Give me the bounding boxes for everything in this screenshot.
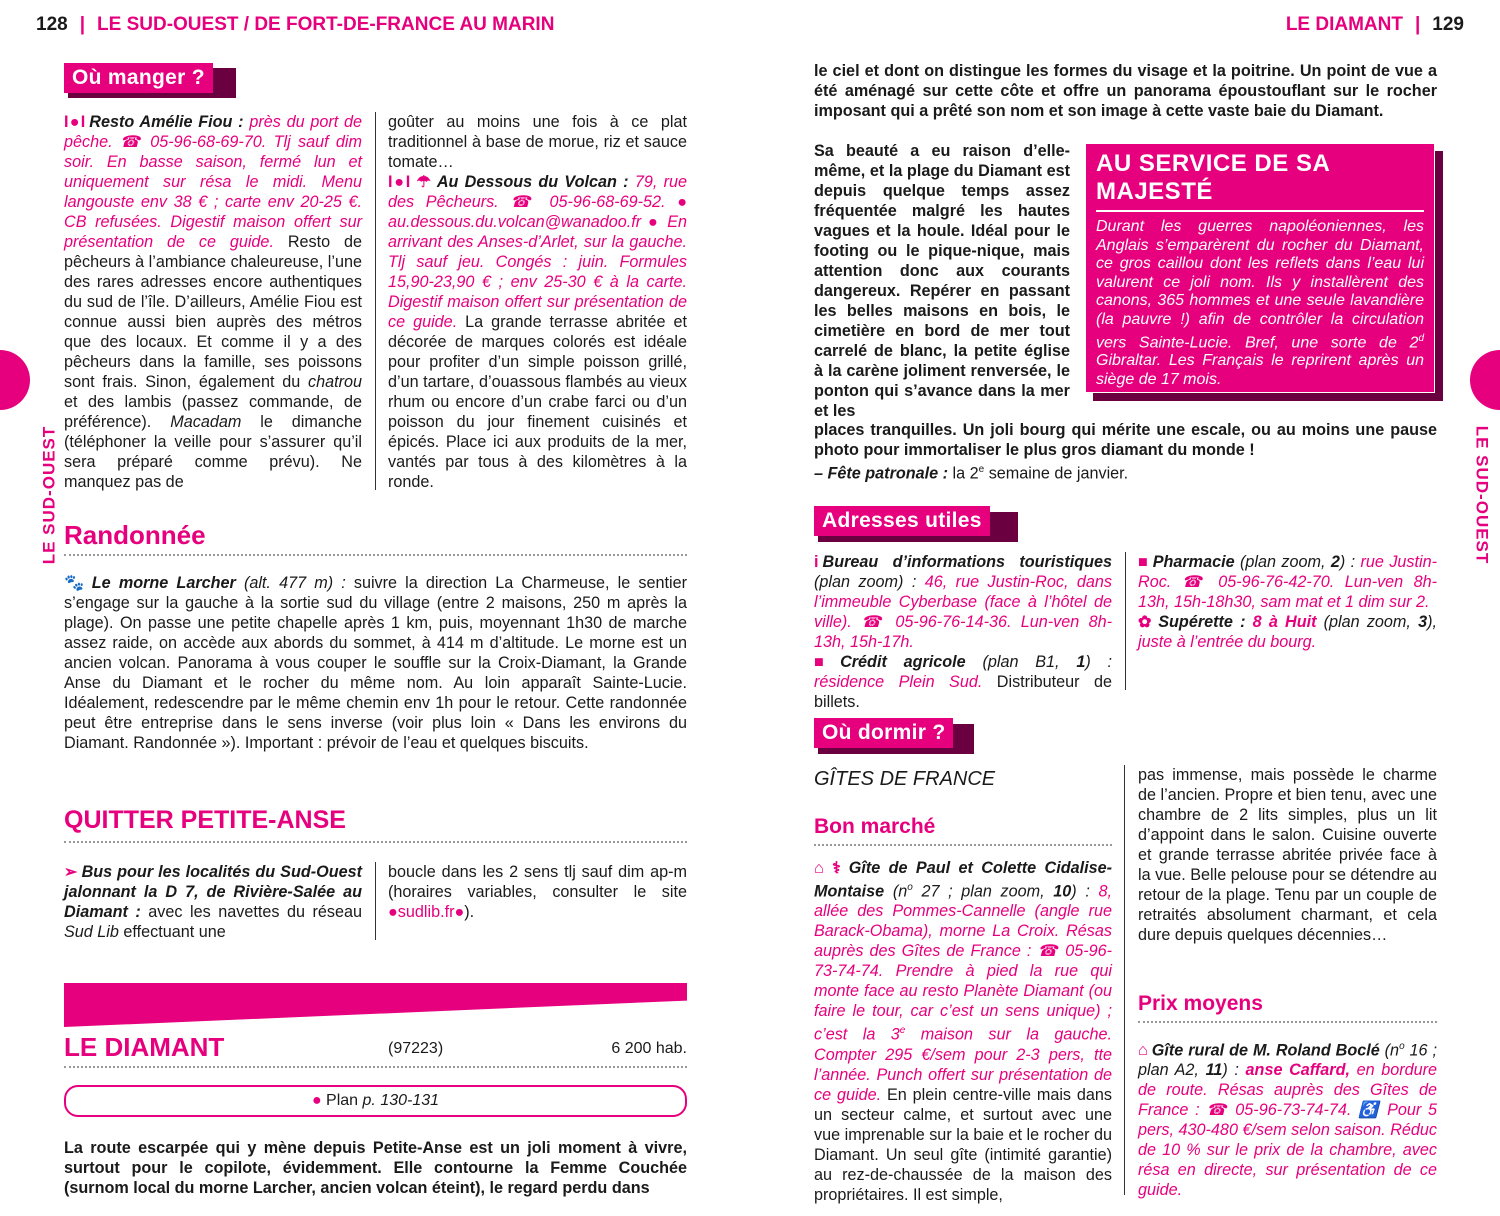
- bus-info: ➢ Bus pour les localités du Sud-Ouest jalonnant la D 7, de Rivière-Salée au Diamant : avec les navettes du réseau Sud Lib effectuant une: [64, 863, 362, 941]
- right-running-head: LE DIAMANT | 129: [1285, 14, 1464, 35]
- bus-info-cont: boucle dans les 2 sens tlj sauf dim ap-m (horaires variables, consulter le site ●sudlib.fr●).: [388, 863, 687, 921]
- pharmacy-icon: ■: [1138, 553, 1149, 571]
- right-side-tab: [1470, 350, 1500, 410]
- diamant-banner: [64, 983, 687, 1027]
- diamant-intro-left: Sa beauté a eu raison d’elle-même, et la plage du Diamant est depuis quelque temps assez fréquentée malgré les hautes vagues et la houle. Idéal pour le footing ou le pique-nique, mais attention donc aux courants dangereux. Repérer en passant les belles maisons en bois, le cimetière en bord de mer tout carrelé de blanc, la petite église à la carène joliment renversée, le ponton qui s’avance dans la mer et les: [814, 142, 1070, 420]
- right-side-label: LE SUD-OUEST: [1472, 425, 1492, 565]
- gite-roland-bocle: ⌂ Gîte rural de M. Roland Boclé ($n^o$ 16 ; plan A2, 11) : anse Caffard, en bordure de route. Résas auprès des Gîtes de France : ☎ 05-96-73-74-74. ♿ Pour 5 pers, 430-480 €/sem selon saison. Réduc de 10 % sur le prix de la chambre, avec résa en directe, sur présentation de ce guide.: [1138, 1041, 1438, 1200]
- bank-icon: ■: [814, 653, 837, 671]
- restaurant-terrace-icon: I●I ☂: [388, 173, 433, 191]
- left-side-tab: [0, 350, 30, 410]
- ou-dormir-heading: Où dormir ?: [814, 718, 953, 748]
- quitter-heading: QUITTER PETITE-ANSE: [64, 806, 346, 834]
- diamant-title: LE DIAMANT: [64, 1032, 225, 1062]
- left-side-label: LE SUD-OUEST: [39, 425, 59, 565]
- gite-paul-colette: ⌂ ⚕ Gîte de Paul et Colette Cidalise-Montaise ($n^o$ 27 ; plan zoom, 10) : 8, allée des Pommes-Cannelle (angle rue Barack-Obama), morne La Croix. Résas auprès des Gîtes de France : ☎ 05-96-73-74-74. Prendre à pied la rue qui monte face au resto Planète Diamant (ou faire le tour, car c’est un sens unique) ; c’est la 3e maison sur la gauche. Compter 295 €/sem pour 2-3 pers, tte l’année. Punch offert sur présentation de ce guide. En plein centre-ville mais dans un secteur calme, et surtout avec une vue imprenable sur la baie et le rocher du Diamant. Un seul gîte (intimité garantie) au rez-de-chaussée de la maison des propriétaires. Il est simple,: [814, 859, 1112, 1204]
- adresses-utiles-heading: Adresses utiles: [814, 506, 990, 536]
- ou-manger-heading: Où manger ?: [64, 63, 213, 93]
- diamant-intro-top: le ciel et dont on distingue les formes du visage et la poitrine. Un point de vue a été aménagé sur cette côte et offre un panorama époustouflant sur le rocher imposant qui a prêté son nom et son image à cette vaste baie du Diamant.: [814, 62, 1437, 120]
- prix-moyens-heading: Prix moyens: [1138, 992, 1263, 1015]
- diamant-intro-full: places tranquilles. Un joli bourg qui mérite une escale, ou au moins une pause photo pour immortaliser le plus gros diamant du monde !: [814, 421, 1437, 459]
- gite-paul-colette-cont: pas immense, mais possède le charme de l’ancien. Propre et bien tenu, avec une chambre de 2 lits simples, plus un lit d’appoint dans le salon. Cuisine ouverte et grande terrasse abritée privée face à la vue. Belle pelouse pour se détendre au retour de la plage. Tenu par un couple de retraités absolument charmant, et cela dure depuis quelques décennies…: [1138, 766, 1437, 944]
- sudlib-link[interactable]: ●sudlib.fr●: [388, 903, 465, 921]
- arrow-icon: ➢: [64, 863, 78, 881]
- right-page: [750, 0, 1500, 1216]
- house-icon: ⌂: [1138, 1041, 1148, 1060]
- right-page-number: 129: [1432, 14, 1464, 35]
- left-page-number: 128: [36, 14, 68, 35]
- house-icon: ⌂ ⚕: [814, 859, 845, 877]
- majeste-box-text: Durant les guerres napoléoniennes, les Anglais s’emparèrent du rocher du Diamant, ce gros caillou dont les reflets dans l’eau lui valurent ce joli nom. Ils y installèrent des canons, 365 hommes et une seule lavandière (la pauvre !) afin de contrôler la circulation vers Sainte-Lucie. Bref, une sorte de 2$^d$ Gibraltar. Les Français le reprirent après un siège de 17 mois.: [1096, 218, 1424, 389]
- left-running-head: 128 | LE SUD-OUEST / DE FORT-DE-FRANCE AU MARIN: [36, 14, 555, 35]
- diamant-population: 6 200 hab.: [611, 1040, 687, 1057]
- right-running-title: LE DIAMANT: [1285, 14, 1403, 35]
- left-running-title: LE SUD-OUEST / DE FORT-DE-FRANCE AU MARIN: [97, 14, 555, 35]
- morne-larcher: 🐾 Le morne Larcher (alt. 477 m) : suivre la direction La Charmeuse, le sentier s’engage sur la gauche à la sortie sud du village (entre 2 maisons, 250 m après la plage). On passe une petite chapelle après 1 km, puis, moyennant 1h30 de marche assez raide, on accède aux abords du sommet, à 414 m d’altitude. Le morne est un ancien volcan. Panorama à vous couper le souffle sur la Croix-Diamant, la Grande Anse du Diamant et le rocher du même nom. Au loin apparaît Sainte-Lucie. Idéalement, redescendre par le même chemin env 1h pour le retour. Cette randonnée peut être entreprise dans le sens inverse (voir plus loin « Dans les environs du Diamant. Randonnée »). Important : prévoir de l’eau et quelques biscuits.: [64, 574, 687, 752]
- shop-icon: ✿: [1138, 613, 1155, 631]
- info-icon: i: [814, 553, 819, 571]
- au-dessous-du-volcan: goûter au moins une fois à ce plat traditionnel à base de morue, riz et sauce tomate… I●I ☂ Au Dessous du Volcan : 79, rue des Pêcheurs. ☎ 05-96-68-69-52. ● au.dessous.du.volcan@wanadoo.fr ● En arrivant des Anses-d’Arlet, sur la gauche. Tlj sauf jeu. Congés : juin. Formules 15,90-23,90 € ; env 25-30 € à la carte. Digestif maison offert sur présentation de ce guide. La grande terrasse abritée et décorée de marques colorés est idéale pour profiter d’un simple poisson grillé, d’un tartare, d’ouassous flambés au vieux rhum ou encore d’un crabe farci ou d’un poisson du jour finement cuisinés et épicés. Place ici aux produits de la mer, vantés par tous à des kilomètres à la ronde.: [388, 113, 687, 491]
- majeste-box-title: AU SERVICE DE SA MAJESTÉ: [1096, 150, 1330, 205]
- resto-amelie-fiou: I●I Resto Amélie Fiou : près du port de pêche. ☎ 05-96-68-69-70. Tlj sauf dim soir. En basse saison, fermé lun et uniquement sur résa le midi. Menu langouste env 38 € ; carte env 20-25 €. CB refusées. Digestif maison offert sur présentation de ce guide. Resto de pêcheurs à l’ambiance chaleureuse, l’une des rares adresses encore authentiques du sud de l’île. D’ailleurs, Amélie Fiou est connue aussi bien auprès des métros que des locaux. Et comme il y a des pêcheurs dans la famille, ses poissons sont frais. Sinon, également du chatrou et des lambis (passez commande, de préférence). Macadam le dimanche (téléphoner la veille pour s’assurer qu’il sera préparé comme prévu). Ne manquez pas de: [64, 113, 362, 491]
- majeste-box: [1085, 143, 1435, 393]
- randonnee-heading: Randonnée: [64, 520, 206, 550]
- fete-patronale: – Fête patronale : la 2e semaine de janvier.: [814, 464, 1129, 483]
- adresses-col1: i Bureau d’informations touristiques (plan zoom) : 46, rue Justin-Roc, dans l’immeuble Cyberbase (face à l’hôtel de ville). ☎ 05-96-76-14-36. Lun-ven 8h-13h, 15h-17h. ■ Crédit agricole (plan B1, 1) : résidence Plein Sud. Distributeur de billets.: [814, 553, 1112, 711]
- bon-marche-heading: Bon marché: [814, 815, 936, 838]
- adresses-col2: ■ Pharmacie (plan zoom, 2) : rue Justin-Roc. ☎ 05-96-76-42-70. Lun-ven 8h-13h, 15h-18h30, sam mat et 1 dim sur 2. ✿ Supérette : 8 à Huit (plan zoom, 3), juste à l’entrée du bourg.: [1138, 553, 1437, 651]
- diamant-postcode: (97223): [388, 1040, 444, 1057]
- gites-de-france-label: GÎTES DE FRANCE: [814, 768, 996, 790]
- plan-reference[interactable]: ● Plan p. 130-131: [64, 1085, 687, 1117]
- restaurant-icon: I●I: [64, 113, 86, 131]
- hiking-icon: 🐾: [64, 574, 88, 592]
- diamant-intro: La route escarpée qui y mène depuis Petite-Anse est un joli moment à vivre, surtout pour le copilote, évidemment. Elle contourne la Femme Couchée (surnom local du morne Larcher, ancien volcan éteint), le regard perdu dans: [64, 1139, 687, 1197]
